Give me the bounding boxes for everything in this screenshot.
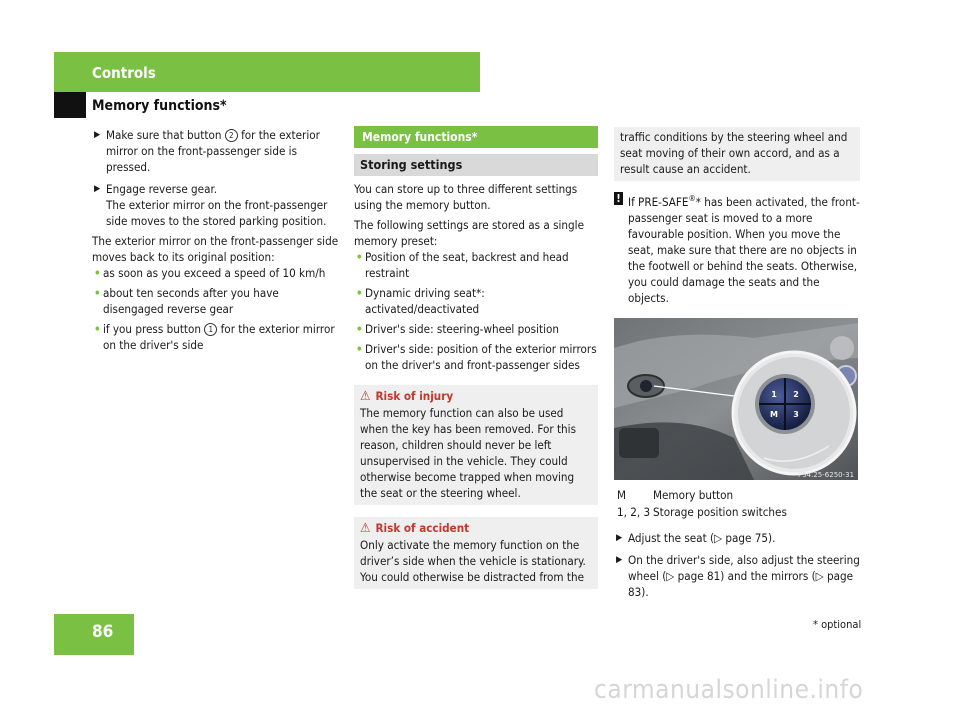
list-item: • if you press button 1 for the exterior mirror on the driver's side xyxy=(94,322,335,352)
list-item: • about ten seconds after you have disengaged reverse gear xyxy=(94,286,279,316)
bullet-icon: • xyxy=(94,322,101,336)
header-marker xyxy=(54,92,86,118)
section-label: Controls xyxy=(92,64,156,82)
section-heading: Memory functions* xyxy=(354,126,598,148)
bullet-icon: • xyxy=(94,286,101,300)
step-arrow-icon: ▶ xyxy=(94,130,101,140)
paragraph: The exterior mirror on the front-passenger side moves back to its original position: xyxy=(92,234,339,264)
list-item: • as soon as you exceed a speed of 10 km/h xyxy=(94,266,326,280)
warning-title: ⚠ Risk of injury xyxy=(360,389,454,404)
bullet-icon: • xyxy=(356,322,363,336)
list-item: • Position of the seat, backrest and head restraint xyxy=(356,250,569,280)
instruction-step: ▶ Adjust the seat (▷ page 75). xyxy=(616,531,776,545)
page-number: 86 xyxy=(92,622,114,642)
page-title: Memory functions* xyxy=(92,98,227,114)
page-ref-arrow-icon: ▷ xyxy=(714,531,723,545)
memory-switch-1: 1 xyxy=(771,390,777,399)
warning-text: Only activate the memory function on the driver’s side when the vehicle is stationary. You could otherwise be distracted from the xyxy=(360,538,586,584)
optional-footnote: * optional xyxy=(813,618,862,631)
page-ref-arrow-icon: ▷ xyxy=(666,569,675,583)
page-reference-link[interactable]: page 75 xyxy=(725,531,769,545)
list-item: • Driver's side: position of the exterior mirrors on the driver's and front-passenger sides xyxy=(356,342,597,372)
page-reference-link[interactable]: page 83 xyxy=(628,569,854,599)
warning-text: The memory function can also be used when the key has been removed. For this reason, children should never be left unsupervised in the vehicle. They could otherwise become trapped when moving the seat or the steering wheel. xyxy=(360,406,577,500)
instruction-step: ▶ Make sure that button 2 for the exterior mirror on the front-passenger side is pressed. xyxy=(94,128,320,174)
injury-warning-box xyxy=(354,385,598,505)
accident-warning-box xyxy=(354,517,598,589)
exclamation-icon: ! xyxy=(614,192,623,205)
paragraph: You can store up to three different settings using the memory button. xyxy=(354,182,578,212)
photo-legend xyxy=(617,487,787,521)
legend-item: M Memory button xyxy=(617,488,734,502)
warning-triangle-icon: ⚠ xyxy=(360,521,371,536)
legend-item: 1, 2, 3 Storage position switches xyxy=(617,505,787,519)
memory-switch-3: 3 xyxy=(793,410,799,419)
adjust-steps xyxy=(614,530,860,600)
warning-continuation: traffic conditions by the steering wheel and seat moving of their own accord, and as a result cause an accident. xyxy=(614,127,860,181)
list-item: • Driver's side: steering-wheel position xyxy=(356,322,559,336)
step-arrow-icon: ▶ xyxy=(94,184,101,194)
left-column xyxy=(92,127,340,353)
warning-title: ⚠ Risk of accident xyxy=(360,521,470,536)
step-arrow-icon: ▶ xyxy=(616,533,623,543)
subsection-heading: Storing settings xyxy=(354,154,598,176)
list-item: • Dynamic driving seat*: activated/deactivated xyxy=(356,286,485,316)
bullet-icon: • xyxy=(356,250,363,264)
paragraph: The following settings are stored as a single memory preset: xyxy=(354,218,584,248)
instruction-step: ▶ On the driver's side, also adjust the steering wheel (▷ page 81) and the mirrors (▷ page 83). xyxy=(616,553,860,599)
button-number-badge: 1 xyxy=(204,323,217,336)
memory-switch-2: 2 xyxy=(793,390,799,399)
right-column xyxy=(614,127,860,306)
watermark: carmanualsonline.info xyxy=(594,675,864,705)
step-arrow-icon: ▶ xyxy=(616,555,623,565)
button-number-badge: 2 xyxy=(225,129,238,142)
page-reference-link[interactable]: page 81 xyxy=(677,569,721,583)
door-panel-photo xyxy=(614,318,858,480)
middle-column xyxy=(354,126,598,589)
warning-triangle-icon: ⚠ xyxy=(360,389,371,404)
page-ref-arrow-icon: ▷ xyxy=(815,569,824,583)
photo-code: P54.25-6250-31 xyxy=(798,471,855,479)
bullet-icon: • xyxy=(94,266,101,280)
memory-button-m: M xyxy=(770,410,778,419)
bullet-icon: • xyxy=(356,342,363,356)
instruction-step: ▶ Engage reverse gear. xyxy=(94,182,218,196)
step-result: The exterior mirror on the front-passenger side moves to the stored parking position. xyxy=(106,198,328,228)
bullet-icon: • xyxy=(356,286,363,300)
damage-note: ! If PRE-SAFE®* has been activated, the front-passenger seat is moved to a more favourable position. When you move the seat, make sure that there are no objects in the footwell or behind the seats. Otherwise, you could damage the seats and the objects. xyxy=(614,191,860,306)
